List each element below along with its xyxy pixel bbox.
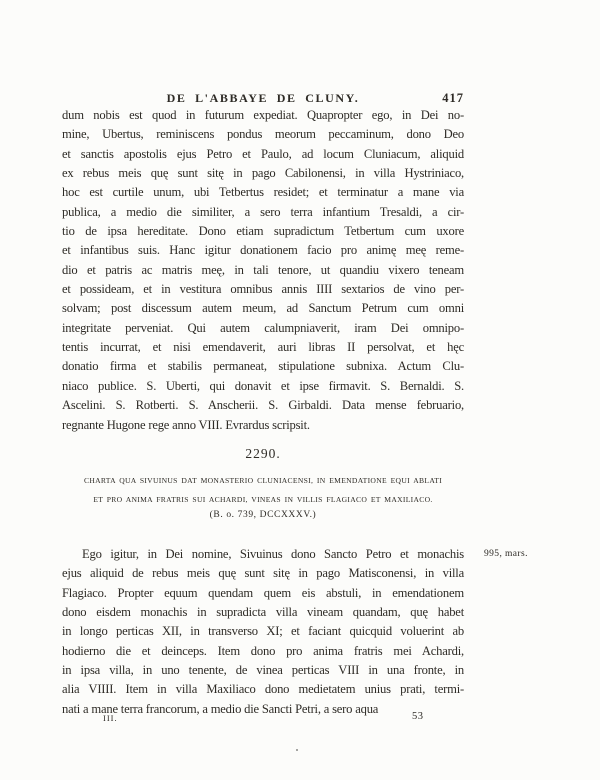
text-line: hodierno die et deinceps. Item dono pro anima fratris mei Achardi, bbox=[62, 643, 464, 658]
text-line: publica, a medio die similiter, a sero terra infantium Tresaldi, a cir- bbox=[62, 204, 464, 219]
text-line: donatio firma et stabilis permaneat, stipulatione subnixa. Actum Clu- bbox=[62, 359, 464, 374]
text-line: integritate perveniat. Qui autem calumpniaverit, iram Dei omnipo- bbox=[62, 320, 464, 335]
text-line: solvam; post discessum autem meum, ad Sanctum Petrum cum omni bbox=[62, 301, 464, 316]
text-line: in longo perticas XII, in transverso XI; et faciant quicquid voluerint ab bbox=[62, 624, 464, 639]
charter-2290-paragraph bbox=[62, 545, 464, 719]
text-line: tio de ipsa hereditate. Dono etiam supradictum Tetbertum cum uxore bbox=[62, 224, 464, 239]
text-line: dio et patris ac matris meę, in tali tenore, ut quandiu vixero teneam bbox=[62, 262, 464, 277]
charter-2289-paragraph bbox=[62, 106, 464, 435]
text-line: Ego igitur, in Dei nomine, Sivuinus dono Sancto Petro et monachis bbox=[82, 547, 464, 561]
text-line: ET PRO ANIMA FRATRIS SUI ACHARDI, VINEAS IN VILLIS FLAGIACO ET MAXILIACO. bbox=[93, 495, 433, 504]
text-line: et infantibus suis. Hanc igitur donationem facio pro animę meę reme- bbox=[62, 243, 464, 258]
text-line: dum nobis est quod in futurum expediat. Quapropter ego, in Dei no- bbox=[62, 108, 464, 122]
sheet-number: 53 bbox=[412, 711, 424, 722]
text-line: ex rebus meis quę sunt sitę in pago Cabilonensi, in villa Hystriniaco, bbox=[62, 166, 464, 181]
text-line: mine, Ubertus, reminiscens pondus meorum peccaminum, dono Deo bbox=[62, 127, 464, 142]
text-line: Flagiaco. Propter equum quendam quem eis abstuli, in emendationem bbox=[62, 585, 464, 600]
page-number: 417 bbox=[442, 91, 464, 105]
text-line: et sanctis apostolis ejus Petro et Paulo, ad locum Cluniacum, aliquid bbox=[62, 146, 464, 161]
text-line: et possideam, et in vestitura omnibus annis IIII sextarios de vino per- bbox=[62, 282, 464, 297]
text-line: alia VIIII. Item in villa Maxiliaco dono medietatem unius prati, termi- bbox=[62, 682, 464, 697]
text-line: niaco publice. S. Uberti, qui donavit et ipse firmavit. S. Bernaldi. S. bbox=[62, 378, 464, 393]
text-line: dono eisdem monachis in supradicta villa vineam quandam, quę habet bbox=[62, 605, 464, 620]
charter-number: 2290. bbox=[245, 446, 281, 461]
charter-heading bbox=[52, 471, 474, 509]
margin-date-note: 995, mars. bbox=[484, 549, 528, 559]
text-line: CHARTA QUA SIVUINUS DAT MONASTERIO CLUNIACENSI, IN EMENDATIONE EQUI ABLATI bbox=[83, 476, 443, 485]
scan-speck bbox=[296, 749, 298, 751]
text-line: tentis incurrat, et nisi emendaverit, auri libras II persolvat, et hęc bbox=[62, 340, 464, 355]
charter-source-reference: (B. o. 739, DCCXXXV.) bbox=[209, 510, 317, 520]
text-line: regnante Hugone rege anno VIII. Evrardus scripsit. bbox=[62, 417, 310, 432]
text-line: ejus aliquid de rebus meis quę sunt sitę in pago Matisconensi, in villa bbox=[62, 566, 464, 581]
text-line: in ipsa villa, in uno tenente, de vinea perticas VIII in una fronte, in bbox=[62, 663, 464, 678]
running-title: DE L'ABBAYE DE CLUNY. bbox=[166, 91, 360, 105]
signature-mark: III. bbox=[103, 713, 118, 723]
text-line: nati a mane terra francorum, a medio die Sancti Petri, a sero aqua bbox=[62, 701, 379, 716]
text-line: hoc est curtile unum, ubi Tetbertus residet; et terminatur a mane via bbox=[62, 185, 464, 200]
text-line: Ascelini. S. Rotberti. S. Anscherii. S. Girbaldi. Data mense februario, bbox=[62, 398, 464, 413]
